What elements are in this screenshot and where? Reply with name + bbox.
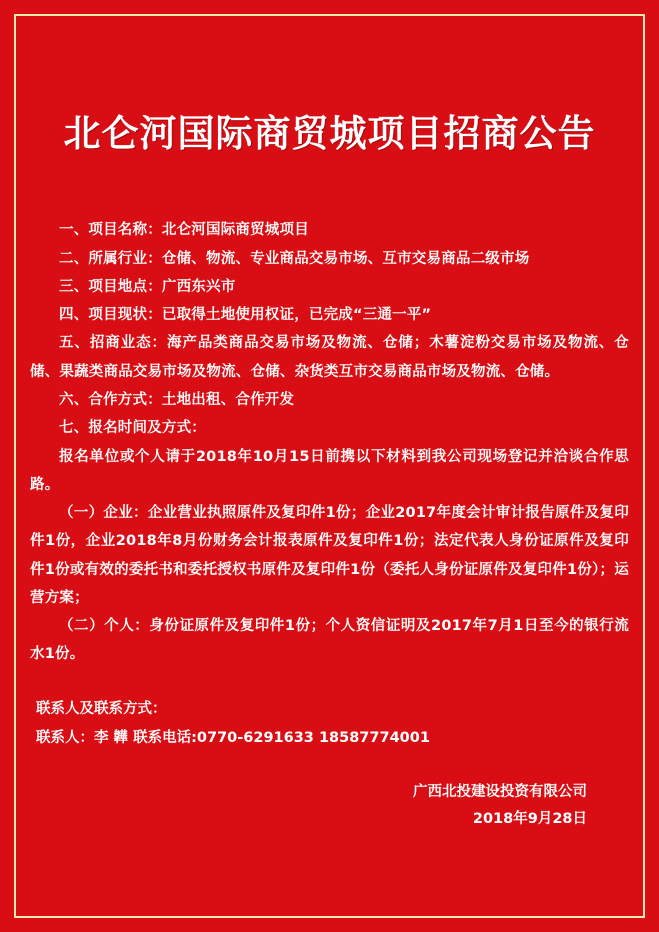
paragraph-individual-materials: （二）个人：身份证原件及复印件1份；个人资信证明及2017年7月1日至今的银行流水1份。 <box>30 618 629 663</box>
contact-section <box>30 695 629 753</box>
contact-heading: 联系人及联系方式： <box>36 700 167 717</box>
signature-company: 广西北投建设投资有限公司 <box>413 783 587 800</box>
paragraph-cooperation: 六、合作方式：土地出租、合作开发 <box>59 391 295 408</box>
contact-line: 联系人：李 韡 联系电话:0770-6291633 18587774001 <box>36 729 430 746</box>
paragraph-business-types: 五、招商业态：海产品类商品交易市场及物流、仓储；木薯淀粉交易市场及物流、仓储、果蔬类商品交易市场及物流、仓储、杂货类互市交易商品市场及物流、仓储。 <box>30 335 629 380</box>
paragraph-enterprise-materials: （一）企业：企业营业执照原件及复印件1份；企业2017年度会计审计报告原件及复印件1份，企业2018年8月份财务会计报表原件及复印件1份；法定代表人身份证原件及复印件1份或有效的委托书和委托授权书原件及复印件1份（委托人身份证原件及复印件1份）；运营方案； <box>30 505 629 606</box>
paragraph-registration-heading: 七、报名时间及方式： <box>59 420 206 437</box>
signature-block <box>30 779 629 834</box>
announcement-body <box>30 216 629 668</box>
paragraph-status: 四、项目现状：已取得土地使用权证，已完成“三通一平” <box>59 307 432 324</box>
page-title: 北仑河国际商贸城项目招商公告 <box>63 112 596 155</box>
paragraph-project-name: 一、项目名称：北仑河国际商贸城项目 <box>59 222 309 239</box>
paragraph-registration-detail: 报名单位或个人请于2018年10月15日前携以下材料到我公司现场登记并洽谈合作思路。 <box>30 448 629 493</box>
poster-content <box>30 22 629 910</box>
paragraph-industry: 二、所属行业：仓储、物流、专业商品交易市场、互市交易商品二级市场 <box>59 250 530 267</box>
paragraph-location: 三、项目地点：广西东兴市 <box>59 278 236 295</box>
signature-date: 2018年9月28日 <box>472 811 587 828</box>
